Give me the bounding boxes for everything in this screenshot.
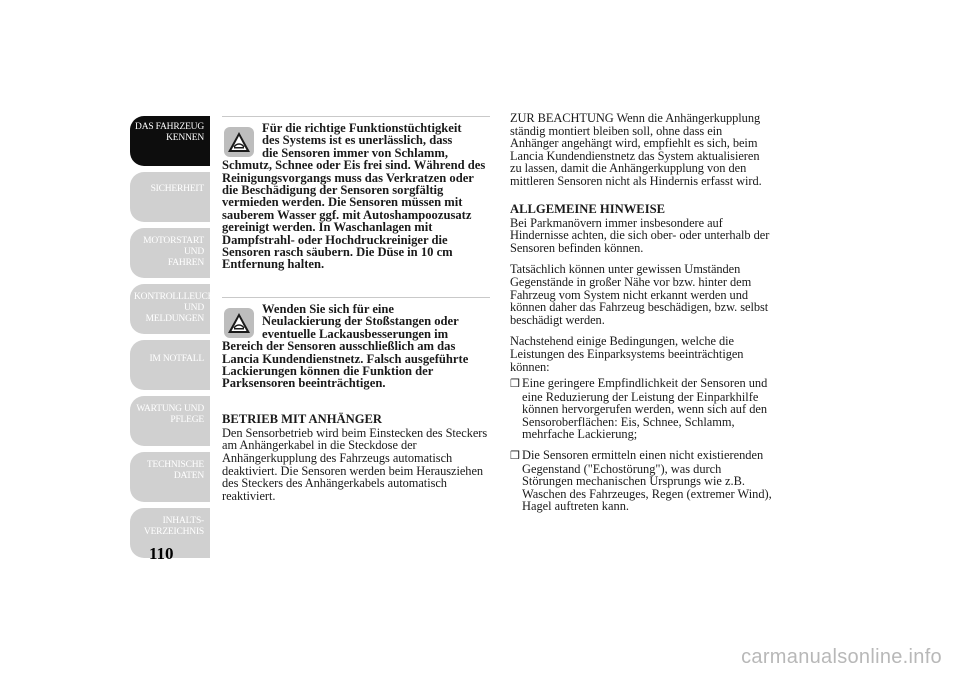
tab-label: MOTORSTART UND FAHREN	[143, 236, 204, 268]
warning-line: Wenden Sie sich für eine	[262, 301, 395, 316]
warning-triangle-icon	[224, 308, 254, 338]
checkbox-bullet-icon: ❒	[510, 450, 520, 463]
chapter-tabs	[130, 116, 233, 564]
tab-wartung-und-pflege[interactable]	[130, 396, 210, 446]
warning-triangle-icon	[224, 127, 254, 157]
list-item	[510, 449, 772, 513]
list-item	[510, 377, 772, 441]
left-column	[222, 116, 490, 511]
warning-body: Bereich der Sensoren ausschließlich am das Lancia Kundendienstnetz. Falsch ausgeführte Lackierungen können die Funktion der Parksensoren beeinträchtigen.	[222, 339, 469, 391]
tab-kontrollleuchten[interactable]	[130, 284, 233, 334]
list-item-text: Die Sensoren ermitteln einen nicht existierenden Gegenstand ("Echostörung"), was durch Störungen mechanischen Ursprungs wie z.B. Waschen des Fahrzeuges, Regen (extremer Wind), Hagel auftreten kann.	[522, 448, 772, 514]
tab-label: TECHNISCHE DATEN	[146, 460, 204, 481]
section-heading-anhaenger: BETRIEB MIT ANHÄNGER	[222, 411, 383, 426]
tab-technische-daten[interactable]	[130, 452, 210, 502]
tab-label: SICHERHEIT	[150, 184, 204, 194]
section-body-anhaenger: Den Sensorbetrieb wird beim Einstecken des Steckers am Anhängerkabel in die Steckdose der Anhängerkupplung des Fahrzeugs automatisch deaktiviert. Die Sensoren werden beim Herausziehen des Steckers des Anhängerkabels automatisch reaktiviert.	[222, 425, 488, 503]
note-paragraph: ZUR BEACHTUNG Wenn die Anhängerkupplung ständig montiert bleiben soll, ohne dass ein Anhänger angehängt wird, empfiehlt es sich, beim Lancia Kundendienstnetz das System aktualisieren zu lassen, damit die Anhängerkupplung von den mittleren Sensoren nicht als Hindernis erfasst wird.	[510, 111, 762, 188]
bullet-list	[510, 377, 772, 513]
list-item-text: Eine geringere Empfindlichkeit der Sensoren und eine Reduzierung der Leistung der Einparkhilfe können hervorgerufen werden, wenn sich auf den Sensoroberflächen: Eis, Schnee, Schlamm, mehrfache Lackierung;	[522, 376, 768, 442]
tab-label: DAS FAHRZEUG KENNEN	[135, 122, 204, 143]
right-column	[510, 112, 772, 521]
warning-box-sensor-cleaning	[222, 116, 490, 271]
warning-box-bumper-painting	[222, 297, 490, 390]
warning-text	[222, 122, 490, 271]
tab-label: KONTROLLLEUCHTEN UND MELDUNGEN	[134, 292, 233, 324]
tab-sicherheit[interactable]	[130, 172, 210, 222]
page-number: 110	[149, 544, 174, 563]
warning-text	[222, 303, 490, 390]
tab-motorstart-und-fahren[interactable]	[130, 228, 210, 278]
tab-im-notfall[interactable]	[130, 340, 210, 390]
warning-body: Schmutz, Schnee oder Eis frei sind. Während des Reinigungsvorgangs muss das Verkratzen oder die Beschädigung der Sensoren sorgfältig vermieden werden. Die Sensoren müssen mit sauberem Wasser ggf. mit Autoshampoozusatz gereinigt werden. In Waschanlagen mit Dampfstrahl- oder Hochdruckreiniger die Sensoren rasch säubern. Die Düse in 10 cm Entfernung halten.	[222, 158, 486, 272]
tab-label: INHALTS- VERZEICHNIS	[143, 516, 204, 537]
tab-das-fahrzeug-kennen[interactable]	[130, 116, 210, 166]
paragraph: Tatsächlich können unter gewissen Umständen Gegenstände in großer Nähe vor bzw. hinter dem Fahrzeug vom System nicht erkannt werden und können daher das Fahrzeug beschädigen, bzw. selbst beschädigt werden.	[510, 262, 769, 327]
paragraph: Bei Parkmanövern immer insbesondere auf Hindernisse achten, die sich ober- oder unterhalb der Sensoren befinden können.	[510, 215, 770, 255]
paragraph: Nachstehend einige Bedingungen, welche die Leistungen des Einparksystems beeinträchtigen können:	[510, 334, 744, 374]
tab-label: WARTUNG UND PFLEGE	[136, 404, 204, 425]
warning-line: die Sensoren immer von Schlamm,	[262, 145, 448, 160]
tab-label: IM NOTFALL	[149, 354, 204, 364]
section-heading-hinweise: ALLGEMEINE HINWEISE	[510, 201, 666, 216]
watermark: carmanualsonline.info	[741, 646, 942, 668]
warning-line: Für die richtige Funktionstüchtigkeit	[262, 121, 462, 135]
warning-line: des Systems ist es unerlässlich, dass	[262, 133, 453, 148]
warning-line: Neulackierung der Stoßstangen oder	[262, 314, 459, 329]
warning-line: eventuelle Lackausbesserungen im	[262, 326, 449, 341]
checkbox-bullet-icon: ❒	[510, 378, 520, 391]
